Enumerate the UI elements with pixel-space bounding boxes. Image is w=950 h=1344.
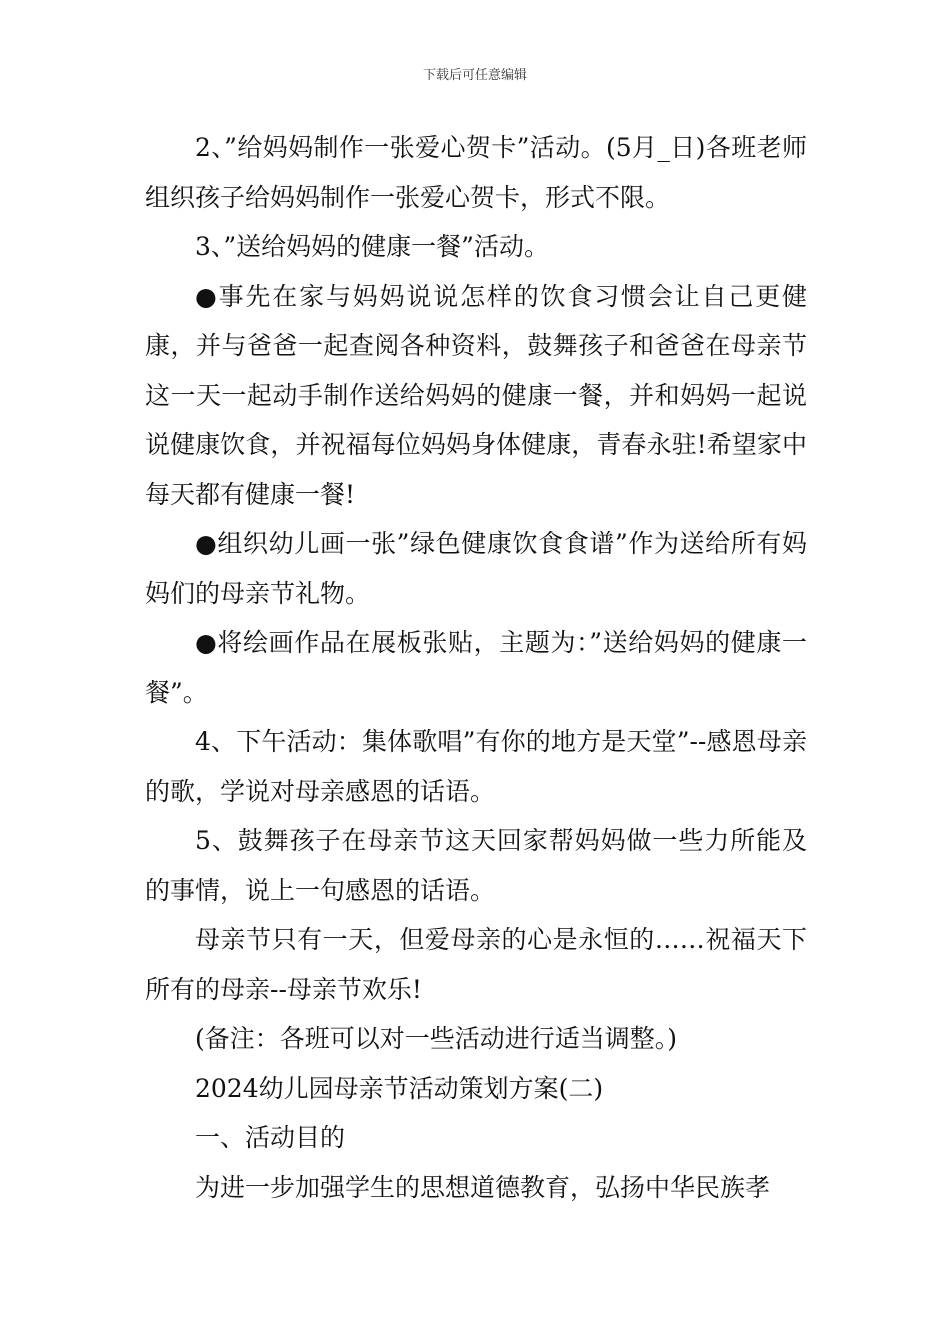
paragraph-purpose-text: 为进一步加强学生的思想道德教育，弘扬中华民族孝 [195, 1172, 771, 1202]
section-heading-purpose: 一、活动目的 [195, 1123, 346, 1152]
document-body [145, 123, 807, 1212]
paragraph-afternoon-activity: 4、下午活动：集体歌唱”有你的地方是天堂”--感恩母亲的歌，学说对母亲感恩的话语。 [145, 727, 807, 806]
section-title-plan-two: 2024幼儿园母亲节活动策划方案(二) [195, 1073, 604, 1103]
paragraph-closing-wish: 母亲节只有一天，但爱母亲的心是永恒的……祝福天下所有的母亲--母亲节欢乐! [145, 925, 807, 1004]
paragraph-help-at-home: 5、鼓舞孩子在母亲节这天回家帮妈妈做一些力所能及的事情，说上一句感恩的话语。 [145, 826, 807, 905]
paragraph-note: (备注：各班可以对一些活动进行适当调整。) [195, 1024, 678, 1053]
paragraph-healthy-meal-title: 3、”送给妈妈的健康一餐”活动。 [195, 232, 549, 261]
paragraph-exhibition: ●将绘画作品在展板张贴，主题为：”送给妈妈的健康一餐”。 [145, 628, 807, 707]
page-header: 下载后可任意编辑 [422, 68, 527, 83]
paragraph-healthy-meal-detail: ●事先在家与妈妈说说怎样的饮食习惯会让自己更健康，并与爸爸一起查阅各种资料，鼓舞孩子和爸爸在母亲节这一天一起动手制作送给妈妈的健康一餐，并和妈妈一起说说健康饮食，并祝福每位妈妈身体健康，青春永驻!希望家中每天都有健康一餐! [145, 281, 807, 509]
paragraph-recipe-drawing: ●组织幼儿画一张”绿色健康饮食食谱”作为送给所有妈妈们的母亲节礼物。 [145, 529, 807, 608]
paragraph-greeting-card: 2、”给妈妈制作一张爱心贺卡”活动。(5月_日)各班老师组织孩子给妈妈制作一张爱心贺卡，形式不限。 [145, 133, 807, 212]
